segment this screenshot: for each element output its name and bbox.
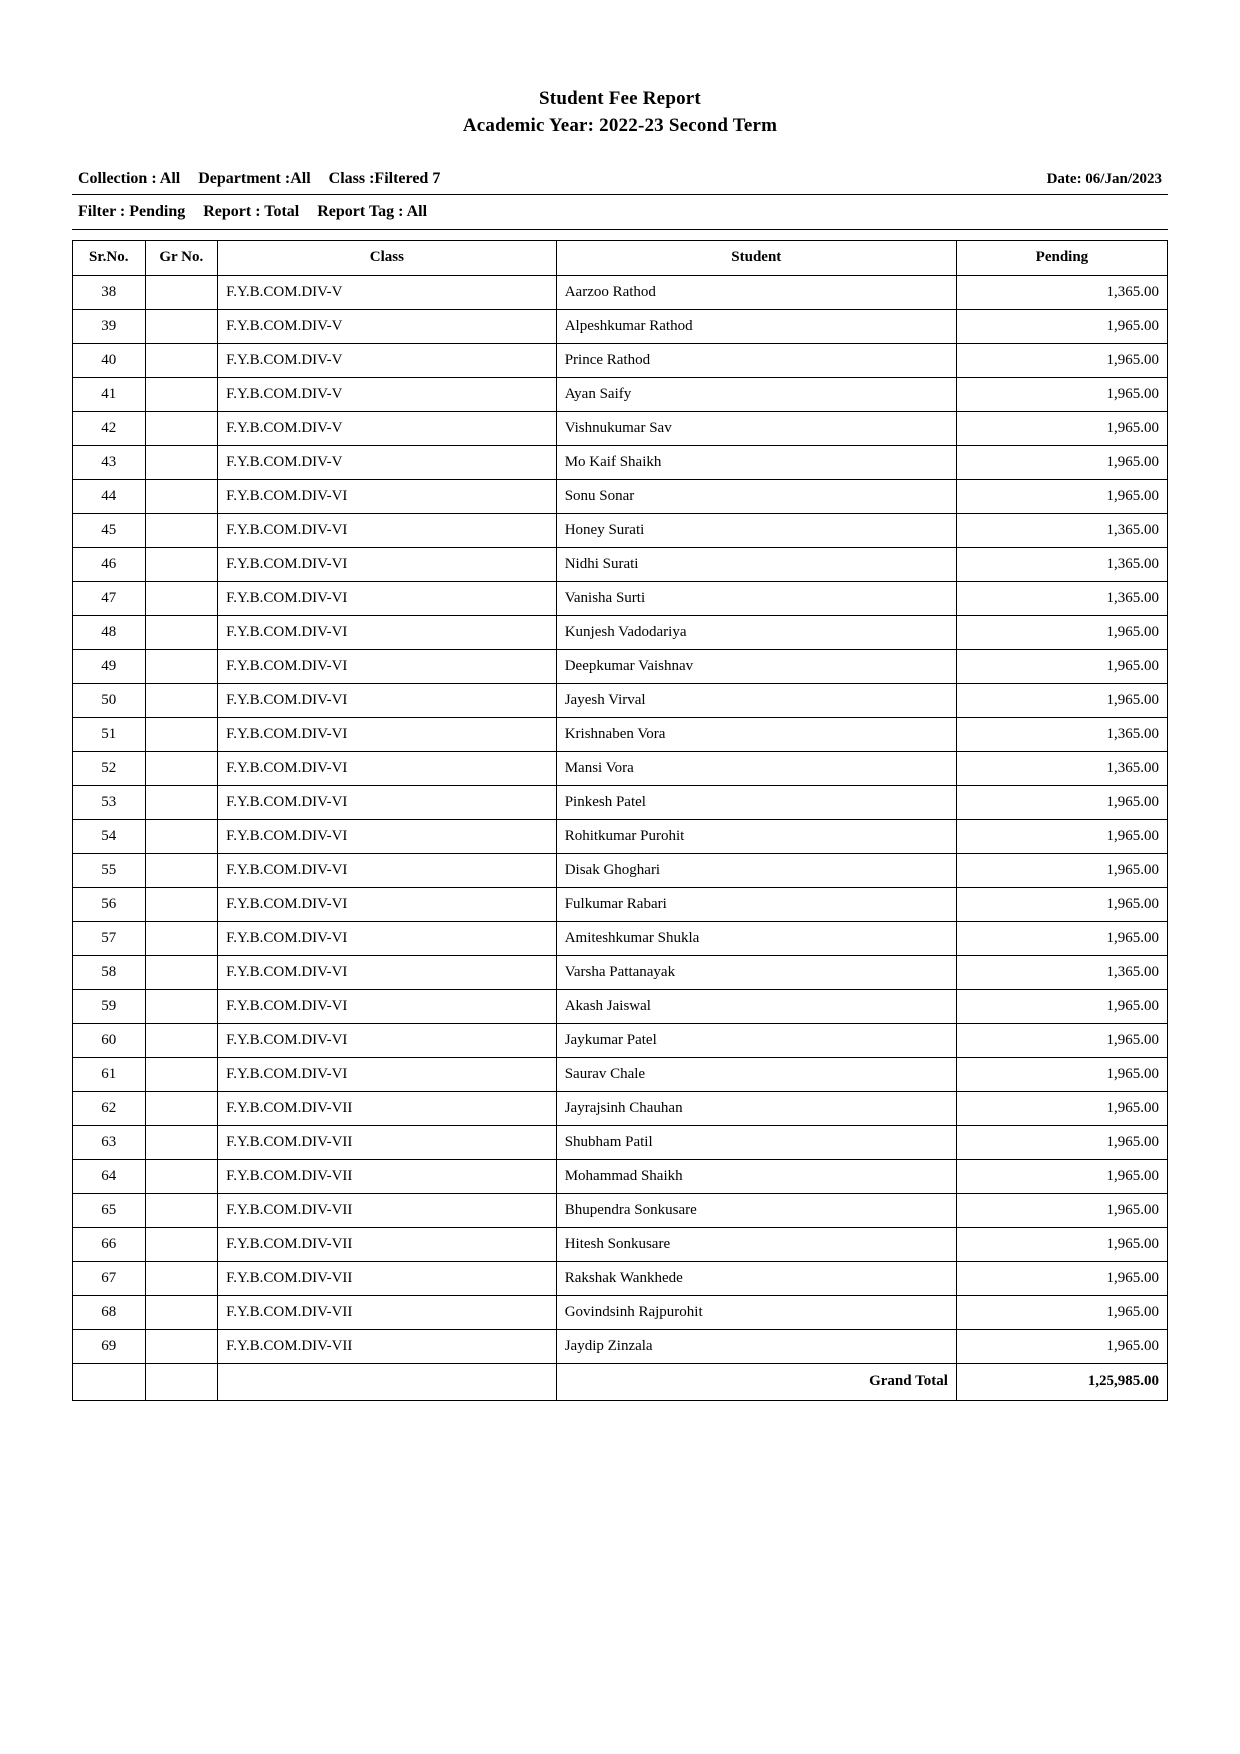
cell-class: F.Y.B.COM.DIV-V bbox=[218, 343, 557, 377]
table-row bbox=[73, 1091, 1168, 1125]
cell-student: Deepkumar Vaishnav bbox=[556, 649, 956, 683]
cell-pending: 1,965.00 bbox=[956, 309, 1167, 343]
cell-sr-no: 68 bbox=[73, 1295, 146, 1329]
cell-sr-no: 58 bbox=[73, 955, 146, 989]
cell-sr-no: 60 bbox=[73, 1023, 146, 1057]
cell-class: F.Y.B.COM.DIV-VI bbox=[218, 887, 557, 921]
cell-sr-no: 52 bbox=[73, 751, 146, 785]
grand-total-value: 1,25,985.00 bbox=[956, 1363, 1167, 1400]
cell-pending: 1,965.00 bbox=[956, 411, 1167, 445]
table-row bbox=[73, 377, 1168, 411]
column-header-sr-no: Sr.No. bbox=[73, 240, 146, 275]
cell-sr-no: 40 bbox=[73, 343, 146, 377]
table-row bbox=[73, 309, 1168, 343]
cell-gr-no bbox=[145, 1329, 218, 1363]
cell-class: F.Y.B.COM.DIV-VI bbox=[218, 751, 557, 785]
cell-pending: 1,365.00 bbox=[956, 955, 1167, 989]
cell-class: F.Y.B.COM.DIV-VII bbox=[218, 1091, 557, 1125]
cell-class: F.Y.B.COM.DIV-VI bbox=[218, 513, 557, 547]
meta-collection: Collection : All bbox=[78, 169, 181, 187]
cell-gr-no bbox=[145, 785, 218, 819]
cell-sr-no: 67 bbox=[73, 1261, 146, 1295]
grand-total-label: Grand Total bbox=[556, 1363, 956, 1400]
cell-student: Mohammad Shaikh bbox=[556, 1159, 956, 1193]
cell-gr-no bbox=[145, 309, 218, 343]
cell-student: Sonu Sonar bbox=[556, 479, 956, 513]
cell-class: F.Y.B.COM.DIV-VI bbox=[218, 717, 557, 751]
cell-student: Amiteshkumar Shukla bbox=[556, 921, 956, 955]
cell-gr-no bbox=[145, 275, 218, 309]
cell-pending: 1,365.00 bbox=[956, 275, 1167, 309]
cell-class: F.Y.B.COM.DIV-VI bbox=[218, 581, 557, 615]
table-row bbox=[73, 343, 1168, 377]
cell-class: F.Y.B.COM.DIV-VII bbox=[218, 1261, 557, 1295]
meta-left-group bbox=[78, 170, 454, 188]
column-header-gr-no: Gr No. bbox=[145, 240, 218, 275]
cell-pending: 1,365.00 bbox=[956, 547, 1167, 581]
cell-student: Disak Ghoghari bbox=[556, 853, 956, 887]
cell-student: Varsha Pattanayak bbox=[556, 955, 956, 989]
filter-report: Report : Total bbox=[203, 202, 300, 220]
cell-gr-no bbox=[145, 1023, 218, 1057]
cell-class: F.Y.B.COM.DIV-V bbox=[218, 309, 557, 343]
cell-class: F.Y.B.COM.DIV-V bbox=[218, 377, 557, 411]
cell-gr-no bbox=[145, 887, 218, 921]
cell-sr-no: 48 bbox=[73, 615, 146, 649]
cell-student: Rohitkumar Purohit bbox=[556, 819, 956, 853]
table-row bbox=[73, 275, 1168, 309]
table-row bbox=[73, 479, 1168, 513]
meta-department: Department :All bbox=[198, 169, 311, 187]
table-row bbox=[73, 683, 1168, 717]
cell-class: F.Y.B.COM.DIV-VI bbox=[218, 615, 557, 649]
cell-pending: 1,965.00 bbox=[956, 1227, 1167, 1261]
cell-student: Alpeshkumar Rathod bbox=[556, 309, 956, 343]
cell-student: Mansi Vora bbox=[556, 751, 956, 785]
cell-class: F.Y.B.COM.DIV-V bbox=[218, 445, 557, 479]
cell-gr-no bbox=[145, 989, 218, 1023]
table-row bbox=[73, 785, 1168, 819]
cell-class: F.Y.B.COM.DIV-VI bbox=[218, 955, 557, 989]
cell-sr-no: 47 bbox=[73, 581, 146, 615]
grand-total-row bbox=[73, 1363, 1168, 1400]
cell-sr-no: 41 bbox=[73, 377, 146, 411]
cell-student: Fulkumar Rabari bbox=[556, 887, 956, 921]
grand-total-spacer-gr bbox=[145, 1363, 218, 1400]
cell-sr-no: 54 bbox=[73, 819, 146, 853]
cell-sr-no: 53 bbox=[73, 785, 146, 819]
cell-gr-no bbox=[145, 1159, 218, 1193]
cell-sr-no: 56 bbox=[73, 887, 146, 921]
cell-student: Vanisha Surti bbox=[556, 581, 956, 615]
cell-student: Bhupendra Sonkusare bbox=[556, 1193, 956, 1227]
cell-sr-no: 64 bbox=[73, 1159, 146, 1193]
page-subtitle: Academic Year: 2022-23 Second Term bbox=[462, 114, 778, 136]
table-row bbox=[73, 989, 1168, 1023]
column-header-class: Class bbox=[218, 240, 557, 275]
cell-gr-no bbox=[145, 853, 218, 887]
cell-class: F.Y.B.COM.DIV-VI bbox=[218, 989, 557, 1023]
cell-class: F.Y.B.COM.DIV-VI bbox=[218, 547, 557, 581]
cell-pending: 1,965.00 bbox=[956, 989, 1167, 1023]
cell-gr-no bbox=[145, 751, 218, 785]
cell-gr-no bbox=[145, 343, 218, 377]
meta-date: Date: 06/Jan/2023 bbox=[1046, 170, 1162, 187]
cell-sr-no: 65 bbox=[73, 1193, 146, 1227]
cell-pending: 1,365.00 bbox=[956, 717, 1167, 751]
cell-class: F.Y.B.COM.DIV-VII bbox=[218, 1295, 557, 1329]
cell-gr-no bbox=[145, 581, 218, 615]
table-body bbox=[73, 275, 1168, 1363]
cell-class: F.Y.B.COM.DIV-VI bbox=[218, 921, 557, 955]
cell-pending: 1,965.00 bbox=[956, 1295, 1167, 1329]
cell-pending: 1,965.00 bbox=[956, 683, 1167, 717]
cell-pending: 1,965.00 bbox=[956, 445, 1167, 479]
table-row bbox=[73, 1023, 1168, 1057]
cell-class: F.Y.B.COM.DIV-VII bbox=[218, 1227, 557, 1261]
filter-pending: Filter : Pending bbox=[78, 202, 186, 220]
table-row bbox=[73, 921, 1168, 955]
cell-sr-no: 43 bbox=[73, 445, 146, 479]
cell-sr-no: 45 bbox=[73, 513, 146, 547]
cell-sr-no: 44 bbox=[73, 479, 146, 513]
cell-gr-no bbox=[145, 683, 218, 717]
cell-student: Prince Rathod bbox=[556, 343, 956, 377]
cell-class: F.Y.B.COM.DIV-VI bbox=[218, 683, 557, 717]
cell-class: F.Y.B.COM.DIV-V bbox=[218, 411, 557, 445]
cell-gr-no bbox=[145, 649, 218, 683]
cell-gr-no bbox=[145, 717, 218, 751]
cell-pending: 1,965.00 bbox=[956, 615, 1167, 649]
cell-pending: 1,965.00 bbox=[956, 1159, 1167, 1193]
cell-gr-no bbox=[145, 1125, 218, 1159]
cell-pending: 1,965.00 bbox=[956, 1329, 1167, 1363]
cell-student: Jaykumar Patel bbox=[556, 1023, 956, 1057]
cell-pending: 1,965.00 bbox=[956, 479, 1167, 513]
cell-sr-no: 62 bbox=[73, 1091, 146, 1125]
cell-pending: 1,365.00 bbox=[956, 513, 1167, 547]
cell-student: Akash Jaiswal bbox=[556, 989, 956, 1023]
cell-pending: 1,965.00 bbox=[956, 343, 1167, 377]
cell-pending: 1,965.00 bbox=[956, 819, 1167, 853]
cell-gr-no bbox=[145, 377, 218, 411]
table-row bbox=[73, 581, 1168, 615]
cell-gr-no bbox=[145, 1227, 218, 1261]
cell-student: Aarzoo Rathod bbox=[556, 275, 956, 309]
table-row bbox=[73, 1159, 1168, 1193]
cell-pending: 1,965.00 bbox=[956, 1057, 1167, 1091]
table-row bbox=[73, 1227, 1168, 1261]
cell-student: Ayan Saify bbox=[556, 377, 956, 411]
cell-class: F.Y.B.COM.DIV-VII bbox=[218, 1329, 557, 1363]
table-row bbox=[73, 717, 1168, 751]
cell-sr-no: 61 bbox=[73, 1057, 146, 1091]
cell-pending: 1,965.00 bbox=[956, 377, 1167, 411]
cell-sr-no: 59 bbox=[73, 989, 146, 1023]
cell-class: F.Y.B.COM.DIV-VII bbox=[218, 1193, 557, 1227]
cell-gr-no bbox=[145, 1261, 218, 1295]
cell-student: Jayesh Virval bbox=[556, 683, 956, 717]
cell-gr-no bbox=[145, 1193, 218, 1227]
table-row bbox=[73, 887, 1168, 921]
cell-gr-no bbox=[145, 921, 218, 955]
grand-total-spacer-sr bbox=[73, 1363, 146, 1400]
cell-pending: 1,965.00 bbox=[956, 853, 1167, 887]
cell-class: F.Y.B.COM.DIV-VI bbox=[218, 785, 557, 819]
cell-pending: 1,965.00 bbox=[956, 1125, 1167, 1159]
filter-report-tag: Report Tag : All bbox=[317, 202, 428, 220]
cell-gr-no bbox=[145, 479, 218, 513]
cell-student: Honey Surati bbox=[556, 513, 956, 547]
cell-sr-no: 55 bbox=[73, 853, 146, 887]
report-title-block bbox=[72, 86, 1168, 140]
table-row bbox=[73, 1125, 1168, 1159]
cell-pending: 1,965.00 bbox=[956, 887, 1167, 921]
cell-student: Saurav Chale bbox=[556, 1057, 956, 1091]
cell-pending: 1,965.00 bbox=[956, 1023, 1167, 1057]
cell-pending: 1,965.00 bbox=[956, 921, 1167, 955]
cell-sr-no: 50 bbox=[73, 683, 146, 717]
table-row bbox=[73, 1057, 1168, 1091]
cell-sr-no: 39 bbox=[73, 309, 146, 343]
cell-student: Krishnaben Vora bbox=[556, 717, 956, 751]
table-row bbox=[73, 751, 1168, 785]
table-row bbox=[73, 955, 1168, 989]
cell-gr-no bbox=[145, 513, 218, 547]
cell-gr-no bbox=[145, 1091, 218, 1125]
cell-class: F.Y.B.COM.DIV-VI bbox=[218, 479, 557, 513]
table-row bbox=[73, 1295, 1168, 1329]
table-row bbox=[73, 547, 1168, 581]
cell-student: Hitesh Sonkusare bbox=[556, 1227, 956, 1261]
cell-gr-no bbox=[145, 445, 218, 479]
table-row bbox=[73, 1329, 1168, 1363]
cell-class: F.Y.B.COM.DIV-VII bbox=[218, 1125, 557, 1159]
cell-class: F.Y.B.COM.DIV-VI bbox=[218, 1057, 557, 1091]
cell-sr-no: 42 bbox=[73, 411, 146, 445]
cell-student: Shubham Patil bbox=[556, 1125, 956, 1159]
cell-class: F.Y.B.COM.DIV-V bbox=[218, 275, 557, 309]
cell-sr-no: 57 bbox=[73, 921, 146, 955]
table-row bbox=[73, 411, 1168, 445]
cell-student: Rakshak Wankhede bbox=[556, 1261, 956, 1295]
column-header-pending: Pending bbox=[956, 240, 1167, 275]
cell-student: Nidhi Surati bbox=[556, 547, 956, 581]
cell-pending: 1,965.00 bbox=[956, 785, 1167, 819]
table-row bbox=[73, 853, 1168, 887]
cell-sr-no: 49 bbox=[73, 649, 146, 683]
cell-student: Mo Kaif Shaikh bbox=[556, 445, 956, 479]
cell-gr-no bbox=[145, 955, 218, 989]
cell-gr-no bbox=[145, 1057, 218, 1091]
cell-sr-no: 69 bbox=[73, 1329, 146, 1363]
cell-gr-no bbox=[145, 819, 218, 853]
table-row bbox=[73, 649, 1168, 683]
cell-pending: 1,965.00 bbox=[956, 649, 1167, 683]
cell-student: Pinkesh Patel bbox=[556, 785, 956, 819]
column-header-student: Student bbox=[556, 240, 956, 275]
table-header-row bbox=[73, 240, 1168, 275]
cell-student: Jayrajsinh Chauhan bbox=[556, 1091, 956, 1125]
cell-gr-no bbox=[145, 615, 218, 649]
cell-pending: 1,965.00 bbox=[956, 1193, 1167, 1227]
table-row bbox=[73, 1193, 1168, 1227]
page-title: Student Fee Report bbox=[539, 88, 701, 109]
cell-sr-no: 51 bbox=[73, 717, 146, 751]
cell-class: F.Y.B.COM.DIV-VI bbox=[218, 649, 557, 683]
cell-student: Govindsinh Rajpurohit bbox=[556, 1295, 956, 1329]
cell-sr-no: 46 bbox=[73, 547, 146, 581]
table-row bbox=[73, 513, 1168, 547]
cell-student: Kunjesh Vadodariya bbox=[556, 615, 956, 649]
meta-class: Class :Filtered 7 bbox=[328, 169, 441, 187]
report-filter-row bbox=[72, 195, 1168, 230]
cell-pending: 1,365.00 bbox=[956, 581, 1167, 615]
cell-sr-no: 66 bbox=[73, 1227, 146, 1261]
fee-report-table bbox=[72, 240, 1168, 1401]
cell-class: F.Y.B.COM.DIV-VI bbox=[218, 1023, 557, 1057]
cell-class: F.Y.B.COM.DIV-VI bbox=[218, 819, 557, 853]
cell-class: F.Y.B.COM.DIV-VI bbox=[218, 853, 557, 887]
cell-sr-no: 63 bbox=[73, 1125, 146, 1159]
cell-student: Vishnukumar Sav bbox=[556, 411, 956, 445]
grand-total-spacer-class bbox=[218, 1363, 557, 1400]
table-row bbox=[73, 445, 1168, 479]
cell-sr-no: 38 bbox=[73, 275, 146, 309]
table-row bbox=[73, 1261, 1168, 1295]
cell-pending: 1,965.00 bbox=[956, 1091, 1167, 1125]
cell-gr-no bbox=[145, 1295, 218, 1329]
table-row bbox=[73, 819, 1168, 853]
cell-gr-no bbox=[145, 411, 218, 445]
cell-student: Jaydip Zinzala bbox=[556, 1329, 956, 1363]
cell-pending: 1,965.00 bbox=[956, 1261, 1167, 1295]
cell-gr-no bbox=[145, 547, 218, 581]
cell-pending: 1,365.00 bbox=[956, 751, 1167, 785]
table-row bbox=[73, 615, 1168, 649]
cell-class: F.Y.B.COM.DIV-VII bbox=[218, 1159, 557, 1193]
report-meta-row bbox=[72, 170, 1168, 195]
